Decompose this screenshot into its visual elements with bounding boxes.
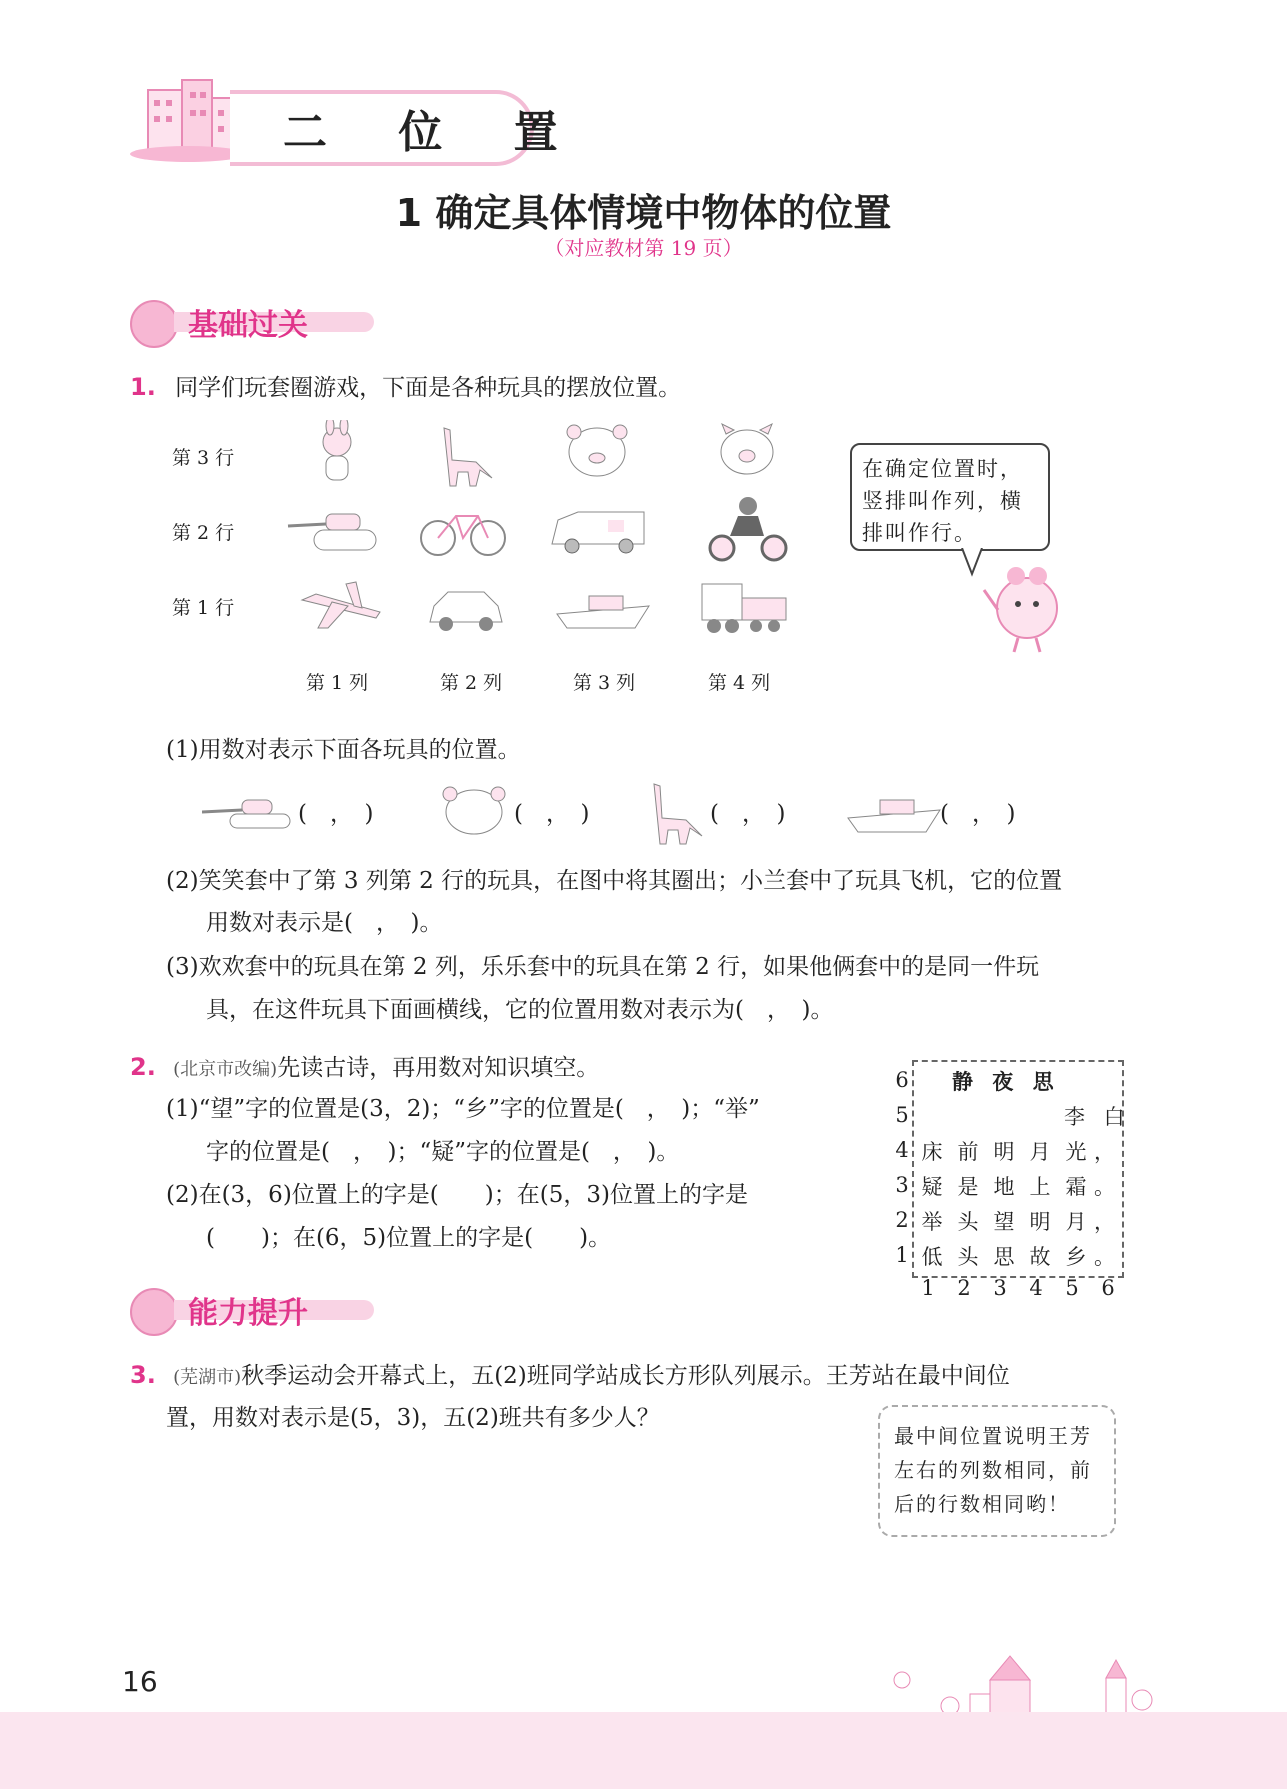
mascot-icon bbox=[130, 1288, 178, 1336]
poem-char: 头 bbox=[957, 1245, 979, 1269]
poem-char: 。 bbox=[1094, 1245, 1115, 1269]
poem-row-label: 2 bbox=[895, 1208, 909, 1232]
poem-char: 上 bbox=[1029, 1175, 1051, 1199]
bear-icon bbox=[558, 420, 636, 480]
question-3-line1 bbox=[130, 1360, 1010, 1393]
q1-part3-line2: 具，在这件玩具下面画横线，它的位置用数对表示为( ， )。 bbox=[206, 997, 834, 1023]
section-title: 能力提升 bbox=[188, 1296, 308, 1331]
section-title: 基础过关 bbox=[188, 308, 308, 343]
question-text: 同学们玩套圈游戏，下面是各种玩具的摆放位置。 bbox=[175, 375, 682, 401]
pig-icon bbox=[708, 420, 786, 480]
mascot-character-icon bbox=[982, 560, 1072, 659]
bear-icon bbox=[434, 782, 514, 846]
q1-part2-line1: (2)笑笑套中了第 3 列第 2 行的玩具，在图中将其圈出；小兰套中了玩具飞机，它的位置 bbox=[166, 868, 1063, 894]
poem-row-label: 1 bbox=[895, 1243, 909, 1267]
poem-col-label: 1 bbox=[921, 1276, 935, 1300]
poem-char: 地 bbox=[993, 1175, 1015, 1199]
poem-char: ， bbox=[1094, 1140, 1115, 1164]
poem-line bbox=[914, 1171, 1114, 1201]
poem-char: 是 bbox=[957, 1175, 979, 1199]
section-header-advanced bbox=[130, 1288, 380, 1331]
poem-author: 李 白 bbox=[1064, 1105, 1131, 1129]
poem-char: 床 bbox=[921, 1140, 943, 1164]
answer-blank[interactable]: ( ， ) bbox=[940, 801, 1016, 827]
poem-char: 举 bbox=[921, 1210, 943, 1234]
page-number: 16 bbox=[122, 1665, 158, 1698]
poem-line bbox=[914, 1206, 1114, 1236]
poem-char: 。 bbox=[1094, 1175, 1115, 1199]
q1-part1: (1)用数对表示下面各玩具的位置。 bbox=[166, 737, 521, 763]
dinosaur-icon bbox=[426, 420, 504, 480]
dinosaur-icon bbox=[646, 778, 710, 854]
answer-blank[interactable]: ( ， ) bbox=[710, 801, 786, 827]
motorcycle-icon bbox=[708, 496, 786, 556]
question-source: (北京市改编) bbox=[173, 1059, 278, 1080]
q1-part3-line1: (3)欢欢套中的玩具在第 2 列，乐乐套中的玩具在第 2 行，如果他俩套中的是同一件玩 bbox=[166, 954, 1040, 980]
q2-part2-line1: (2)在(3，6)位置上的字是( )；在(5，3)位置上的字是 bbox=[166, 1182, 748, 1208]
q2-part2-line2: ( )；在(6，5)位置上的字是( )。 bbox=[206, 1225, 612, 1251]
question-3-line2: 置，用数对表示是(5，3)，五(2)班共有多少人？ bbox=[166, 1405, 660, 1431]
question-number: 3. bbox=[130, 1361, 156, 1389]
row-label-2: 第 2 行 bbox=[172, 522, 235, 544]
row-label-3: 第 3 行 bbox=[172, 447, 235, 469]
q2-part1-line1: (1)“望”字的位置是(3，2)；“乡”字的位置是( ， )；“举” bbox=[166, 1096, 760, 1122]
poem-line bbox=[914, 1136, 1114, 1166]
lesson-subtitle: （对应教材第 19 页） bbox=[544, 236, 743, 260]
ambulance-icon bbox=[548, 500, 626, 560]
mascot-icon bbox=[130, 300, 178, 348]
train-icon bbox=[700, 578, 778, 638]
car-icon bbox=[426, 582, 504, 642]
col-label-4: 第 4 列 bbox=[708, 672, 771, 694]
poem-char: 疑 bbox=[921, 1175, 943, 1199]
poem-char: 前 bbox=[957, 1140, 979, 1164]
poem-char: 明 bbox=[993, 1140, 1015, 1164]
poem-char: 明 bbox=[1029, 1210, 1051, 1234]
section-header-basic bbox=[130, 300, 380, 343]
question-text: 秋季运动会开幕式上，五(2)班同学站成长方形队列展示。王芳站在最中间位 bbox=[241, 1363, 1010, 1389]
poem-row-label: 5 bbox=[895, 1103, 909, 1127]
poem-char: 思 bbox=[993, 1245, 1015, 1269]
ship-icon bbox=[846, 792, 942, 840]
poem-row-label: 6 bbox=[895, 1068, 909, 1092]
footer-band bbox=[0, 1712, 1287, 1789]
poem-char: 光 bbox=[1065, 1140, 1087, 1164]
col-label-1: 第 1 列 bbox=[306, 672, 369, 694]
poem-char: 望 bbox=[993, 1210, 1015, 1234]
question-1-stem bbox=[130, 372, 681, 403]
q1-part2-line2: 用数对表示是( ， )。 bbox=[206, 910, 443, 936]
poem-char: ， bbox=[1094, 1210, 1115, 1234]
question-source: (芜湖市) bbox=[173, 1367, 242, 1388]
tank-icon bbox=[202, 792, 298, 836]
rabbit-doll-icon bbox=[298, 420, 376, 480]
poem-char: 低 bbox=[921, 1245, 943, 1269]
poem-row-label: 4 bbox=[895, 1138, 909, 1162]
question-number: 1. bbox=[130, 373, 156, 401]
poem-col-label: 4 bbox=[1029, 1276, 1043, 1300]
tank-icon bbox=[286, 500, 364, 560]
question-number: 2. bbox=[130, 1053, 156, 1081]
poem-char: 月 bbox=[1065, 1210, 1087, 1234]
poem-char: 故 bbox=[1029, 1245, 1051, 1269]
poem-char: 乡 bbox=[1065, 1245, 1087, 1269]
answer-blank[interactable]: ( ， ) bbox=[298, 801, 374, 827]
poem-char: 月 bbox=[1029, 1140, 1051, 1164]
tip-box: 最中间位置说明王芳左右的列数相同，前后的行数相同哟！ bbox=[878, 1405, 1116, 1537]
row-label-1: 第 1 行 bbox=[172, 597, 235, 619]
poem-col-label: 3 bbox=[993, 1276, 1007, 1300]
hint-bubble: 在确定位置时，竖排叫作列，横排叫作行。 bbox=[850, 443, 1050, 551]
col-label-3: 第 3 列 bbox=[573, 672, 636, 694]
poem-col-label: 6 bbox=[1101, 1276, 1115, 1300]
poem-line bbox=[914, 1241, 1114, 1271]
question-text: 先读古诗，再用数对知识填空。 bbox=[277, 1055, 600, 1081]
poem-char: 头 bbox=[957, 1210, 979, 1234]
unit-title: 二 位 置 bbox=[283, 107, 586, 158]
poem-col-label: 5 bbox=[1065, 1276, 1079, 1300]
poem-row-label: 3 bbox=[895, 1173, 909, 1197]
question-2-stem bbox=[130, 1052, 599, 1085]
poem-char: 霜 bbox=[1065, 1175, 1087, 1199]
ship-icon bbox=[555, 584, 633, 644]
poem-title: 静 夜 思 bbox=[952, 1069, 1060, 1094]
col-label-2: 第 2 列 bbox=[440, 672, 503, 694]
lesson-title: 1 确定具体情境中物体的位置 bbox=[395, 191, 892, 235]
q2-part1-line2: 字的位置是( ， )；“疑”字的位置是( ， )。 bbox=[206, 1139, 680, 1165]
poem-col-labels bbox=[910, 1276, 1126, 1300]
poem-col-label: 2 bbox=[957, 1276, 971, 1300]
bicycle-icon bbox=[418, 500, 496, 560]
answer-blank[interactable]: ( ， ) bbox=[514, 801, 590, 827]
airplane-icon bbox=[296, 578, 374, 638]
